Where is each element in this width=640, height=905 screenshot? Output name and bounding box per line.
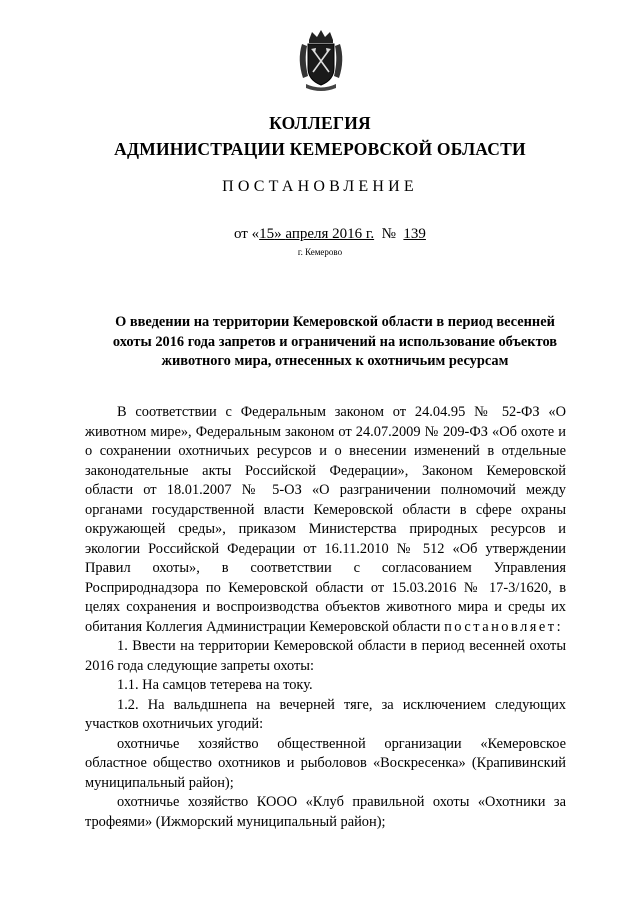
document-type: ПОСТАНОВЛЕНИЕ (222, 178, 418, 195)
paragraph-item-2: охотничье хозяйство КООО «Клуб правильной охоты «Охотники за трофеями» (Ижморский муниципальный район); (85, 794, 566, 830)
intro-text: В соответствии с Федеральным законом от 24.04.95 № 52-ФЗ «О животном мире», Федеральным законом от 24.07.2009 № 209-ФЗ «Об охоте и о сохранении охотничьих ресурсов и о внесении изменений в отдельные законодательные акты Российской Федерации», Законом Кемеровской области от 18.01.2007 № 5-ОЗ «О разграничении полномочий между органами государственной власти Кемеровской области в сфере охраны окружающей среды», приказом Министерства природных ресурсов и экологии Российской Федерации от 16.11.2010 № 512 «Об утверждении Правил охоты», в соответствии с согласованием Управления Росприроднадзора по Кемеровской области от 15.03.2016 № 17-3/1620, в целях сохранения и воспроизводства объектов животного мира и среды их обитания Коллегия Администрации Кемеровской области (85, 404, 566, 635)
org-title-line1: КОЛЛЕГИЯ (269, 113, 371, 133)
paragraph-intro (85, 403, 566, 637)
paragraph-item-1: охотничье хозяйство общественной организации «Кемеровское областное общество охотников и рыболовов «Воскресенка» (Крапивинский муниципальный район); (85, 735, 566, 791)
document-title: О введении на территории Кемеровской области в период весенней охоты 2016 года запретов и ограничений на использование объектов животного мира, отнесенных к охотничьим ресурсам (112, 314, 558, 369)
date-prefix: от « (234, 226, 260, 242)
city-label: г. Кемерово (297, 247, 343, 257)
paragraph-1-1: 1.1. На самцов тетерева на току. (117, 677, 313, 693)
document-number: 139 (403, 226, 426, 242)
date-day: 15 (259, 226, 275, 242)
org-title-line2: АДМИНИСТРАЦИИ КЕМЕРОВСКОЙ ОБЛАСТИ (114, 139, 526, 159)
paragraph-1: 1. Ввести на территории Кемеровской области в период весенней охоты 2016 года следующие запреты охоты: (85, 638, 566, 674)
paragraph-1-2: 1.2. На вальдшнепа на вечерней тяге, за исключением следующих участков охотничьих угодий: (85, 696, 566, 732)
coat-of-arms-icon (296, 28, 346, 94)
document-body (85, 403, 566, 832)
decree-word: постановляет: (444, 618, 564, 635)
number-label: № (381, 226, 396, 242)
date-line (234, 226, 426, 243)
date-mid: » (274, 226, 286, 242)
date-month-year: апреля 2016 г. (285, 226, 375, 242)
